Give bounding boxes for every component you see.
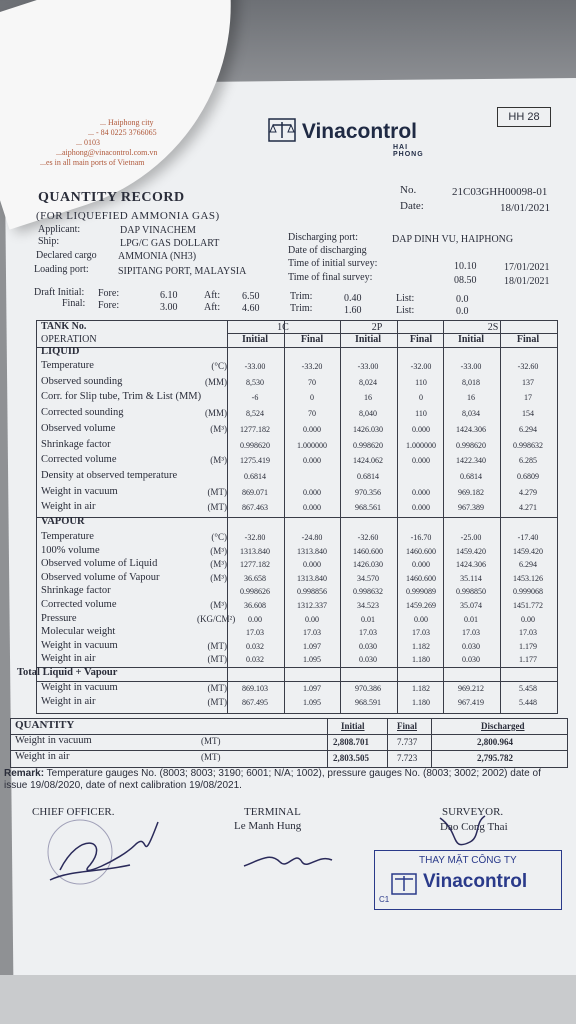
table-cell: 17.03 (359, 628, 377, 638)
remark-text: Temperature gauges No. (8003; 8003; 3190; 6001; N/A; 1002), pressure gauges No. (8003; 3002; 2002) date of issue 19/08/2020, date of next calibration 19/08/2021. (4, 768, 541, 791)
table-cell: 869.071 (242, 487, 268, 497)
table-cell: 969.212 (458, 684, 484, 693)
q-row-unit: (MT) (201, 752, 221, 762)
table-cell: 0.6814 (244, 471, 266, 481)
row-label: 100% volume (41, 544, 100, 556)
table-cell: 1453.126 (513, 573, 543, 583)
table-cell: 1.180 (412, 655, 430, 665)
table-cell: -32.60 (517, 362, 539, 371)
chief-officer-label: CHIEF OFFICER. (32, 806, 115, 818)
table-cell: 0.00 (305, 614, 319, 624)
col-initial: Initial (241, 334, 269, 345)
table-cell: 17.03 (462, 628, 480, 638)
table-cell: -32.00 (410, 362, 432, 371)
row-label: Corrected volume (41, 599, 117, 610)
table-cell: -6 (251, 393, 259, 403)
draft-initial-label: Draft Initial: (34, 287, 85, 298)
date-label: Date: (400, 200, 424, 212)
table-cell: 1460.600 (406, 573, 436, 583)
liquid-label: LIQUID (41, 346, 80, 357)
row-label: Weight in air (41, 653, 96, 665)
table-cell: 1313.840 (297, 573, 327, 583)
surveyor-name: Dao Cong Thai (440, 821, 508, 833)
table-cell: 1.182 (412, 684, 430, 693)
terminal-name: Le Manh Hung (234, 820, 302, 832)
table-cell: 0.030 (359, 655, 377, 665)
table-cell: 35.114 (460, 573, 482, 583)
terminal-label: TERMINAL (244, 806, 301, 818)
row-label: Weight in air (41, 501, 96, 513)
q-discharged: 2,800.964 (477, 737, 513, 747)
page-title: QUANTITY RECORD (38, 190, 185, 205)
discharging-value: DAP DINH VU, HAIPHONG (392, 234, 514, 245)
initial-survey-time: 10.10 (454, 261, 477, 272)
table-cell: -16.70 (410, 533, 432, 542)
row-unit: (MT) (207, 654, 227, 665)
table-cell: 1.097 (303, 684, 321, 693)
table-cell: 1459.269 (406, 601, 436, 610)
q-col-discharged: Discharged (481, 721, 525, 731)
no-value: 21C03GHH00098-01 (452, 186, 548, 198)
table-cell: 70 (308, 409, 316, 419)
row-label: Molecular weight (41, 626, 116, 638)
ship-value: LPG/C GAS DOLLART (120, 238, 220, 249)
date-discharging-label: Date of discharging (288, 245, 367, 256)
final-survey-label: Time of final survey: (288, 272, 373, 283)
table-cell: -24.80 (301, 533, 323, 542)
table-cell: 16 (467, 393, 475, 403)
fore-label: Fore: (98, 288, 120, 299)
table-cell: 36.608 (244, 601, 266, 610)
row-label: Observed volume (41, 422, 116, 434)
table-cell: 0.6814 (357, 471, 379, 481)
table-cell: 1.000000 (297, 440, 327, 450)
table-cell: 110 (415, 377, 427, 387)
table-cell: 970.386 (355, 684, 381, 693)
address-line: ...aiphong@vinacontrol.com.vn (56, 148, 158, 157)
q-initial: 2,808.701 (333, 737, 369, 747)
table-cell: 1.095 (303, 655, 321, 665)
table-cell: 1.182 (412, 641, 430, 651)
table-cell: 970.356 (355, 487, 381, 497)
row-unit: (M³) (210, 423, 227, 434)
table-cell: 0.998856 (297, 587, 327, 597)
remark (4, 768, 564, 792)
table-cell: 5.448 (519, 698, 537, 707)
row-label: Observed volume of Vapour (41, 571, 160, 583)
fore-final: 3.00 (160, 302, 178, 313)
operation-label: OPERATION (41, 334, 97, 345)
table-cell: 0 (310, 393, 314, 403)
table-cell: 0.000 (412, 456, 430, 466)
table-cell: 0.032 (246, 641, 264, 651)
aft-label: Aft: (204, 302, 221, 313)
row-label: Shrinkage factor (41, 585, 111, 597)
col-final: Final (516, 334, 540, 345)
table-cell: 0.000 (412, 424, 430, 434)
total-label: Total Liquid + Vapour (17, 667, 118, 678)
table-cell: 1312.337 (297, 601, 327, 610)
row-label: Temperature (41, 531, 94, 542)
row-label: Shrinkage factor (41, 438, 111, 450)
table-cell: 1313.840 (240, 546, 270, 556)
table-cell: 967.389 (458, 503, 484, 513)
table-cell: 1424.306 (456, 424, 486, 434)
row-unit: (M³) (210, 559, 227, 570)
list-label: List: (396, 305, 415, 316)
table-cell: 8,024 (359, 377, 377, 387)
aft-final: 4.60 (242, 303, 260, 314)
col-final: Final (409, 334, 433, 345)
q-final: 7.723 (397, 753, 418, 763)
table-cell: 0.998626 (240, 587, 270, 597)
col-initial: Initial (354, 334, 382, 345)
table-cell: 110 (415, 409, 427, 419)
row-label: Pressure (41, 612, 77, 624)
date-value: 18/01/2021 (500, 202, 551, 214)
table-cell: 35.074 (460, 601, 482, 610)
initial-survey-label: Time of initial survey: (288, 258, 378, 269)
stamp-top: THAY MẶT CÔNG TY (419, 855, 517, 866)
ship-label: Ship: (38, 236, 60, 247)
table-cell: 1277.182 (240, 560, 270, 570)
q-row-label: Weight in air (15, 751, 70, 762)
table-cell: 0.000 (303, 456, 321, 466)
fore-label: Fore: (98, 300, 120, 311)
q-col-initial: Initial (341, 721, 365, 731)
table-cell: 0.00 (248, 614, 262, 624)
table-cell: 0.998620 (456, 440, 486, 450)
table-cell: 0.999068 (513, 587, 543, 597)
scales-icon (391, 873, 417, 895)
trim-initial: 0.40 (344, 293, 362, 304)
table-cell: 0.000 (303, 487, 321, 497)
row-unit: (MT) (207, 502, 227, 513)
table-cell: 8,034 (462, 409, 480, 419)
table-cell: 1422.340 (456, 456, 486, 466)
table-cell: 1.179 (519, 641, 537, 651)
table-cell: 968.591 (355, 698, 381, 707)
table-cell: 1.177 (519, 655, 537, 665)
fore-initial: 6.10 (160, 290, 178, 301)
table-cell: 1277.182 (240, 424, 270, 434)
row-unit: (MT) (207, 683, 227, 693)
table-cell: 968.561 (355, 503, 381, 513)
table-cell: -17.40 (517, 533, 539, 542)
table-cell: 8,018 (462, 377, 480, 387)
list-final: 0.0 (456, 306, 469, 317)
q-final: 7.737 (397, 737, 418, 747)
applicant-label: Applicant: (38, 224, 81, 235)
table-cell: 70 (308, 377, 316, 387)
table-cell: 1459.420 (456, 546, 486, 556)
table-cell: 0.000 (303, 503, 321, 513)
tank-table (17, 320, 558, 714)
row-label: Temperature (41, 360, 94, 371)
table-cell: 0.000 (412, 487, 430, 497)
vapour-label: VAPOUR (41, 516, 85, 527)
address-line: ... - 84 0225 3766065 (88, 128, 157, 137)
final-survey-time: 08.50 (454, 275, 477, 286)
table-cell: -33.00 (244, 362, 266, 371)
q-discharged: 2,795.782 (477, 753, 513, 763)
table-cell: 0.998632 (513, 440, 543, 450)
brand-name: Vinacontrol (301, 120, 417, 143)
table-cell: 17.03 (412, 628, 430, 638)
table-cell: 0.998632 (353, 587, 383, 597)
row-label: Corrected sounding (41, 407, 124, 419)
q-initial: 2,803.505 (333, 753, 369, 763)
table-cell: 1424.306 (456, 560, 486, 570)
table-cell: 34.523 (357, 601, 379, 610)
table-cell: 0.6814 (460, 471, 482, 481)
remark-label: Remark: (4, 768, 45, 779)
row-unit: (M³) (210, 545, 227, 556)
row-label: Density at observed temperature (41, 469, 178, 481)
table-cell: 869.103 (242, 684, 268, 693)
row-unit: (MM) (205, 408, 227, 419)
trim-label: Trim: (290, 303, 313, 314)
row-label: Observed sounding (41, 375, 123, 387)
row-unit: (MT) (207, 640, 227, 651)
table-cell: 17.03 (519, 628, 537, 638)
surveyor-label: SURVEYOR. (442, 806, 504, 818)
table-cell: -33.00 (460, 362, 482, 371)
table-cell: 969.182 (458, 487, 484, 497)
table-cell: 0.00 (521, 614, 535, 624)
table-cell: 1.097 (303, 641, 321, 651)
table-cell: 0 (419, 393, 423, 403)
list-initial: 0.0 (456, 294, 469, 305)
table-cell: 8,530 (246, 377, 264, 387)
table-cell: 154 (522, 409, 534, 419)
brand-sub: HAI PHONG (393, 144, 424, 158)
table-cell: 6.294 (519, 424, 537, 434)
table-cell: 1460.600 (353, 546, 383, 556)
table-cell: 1.095 (303, 698, 321, 707)
table-cell: -32.60 (357, 533, 379, 542)
address-line: ...es in all main ports of Vietnam (40, 158, 145, 167)
table-cell: 1460.600 (406, 546, 436, 556)
row-unit: (M³) (210, 600, 227, 610)
table-cell: 1451.772 (513, 601, 543, 610)
stamp-brand: Vinacontrol (423, 871, 528, 892)
table-cell: 5.458 (519, 684, 537, 693)
table-cell: 867.495 (242, 698, 268, 707)
col-final: Final (300, 334, 324, 345)
q-row-label: Weight in vacuum (15, 735, 92, 746)
table-cell: 0.000 (303, 424, 321, 434)
cargo-label: Declared cargo (36, 250, 97, 261)
table-cell: 1426.030 (353, 424, 383, 434)
tank-no-label: TANK No. (41, 321, 87, 332)
table-cell: 867.463 (242, 503, 268, 513)
row-label: Observed volume of Liquid (41, 558, 158, 570)
row-label: Weight in air (41, 696, 96, 707)
table-cell: 0.01 (361, 614, 375, 624)
table-cell: 0.000 (303, 560, 321, 570)
address-line: ... Haiphong city (100, 118, 154, 127)
list-label: List: (396, 293, 415, 304)
trim-label: Trim: (290, 291, 313, 302)
terminal-signature (240, 842, 340, 872)
table-cell: 0.000 (412, 560, 430, 570)
table-cell: 0.998620 (240, 440, 270, 450)
table-cell: 0.030 (462, 641, 480, 651)
cargo-value: AMMONIA (NH3) (118, 251, 197, 262)
table-cell: -32.80 (244, 533, 266, 542)
table-cell: 1313.840 (297, 546, 327, 556)
table-cell: 1.180 (412, 698, 430, 707)
q-row-unit: (MT) (201, 736, 221, 746)
row-unit: (°C) (211, 361, 227, 371)
table-cell: 0.030 (359, 641, 377, 651)
applicant-value: DAP VINACHEM (120, 225, 196, 236)
address-block (40, 118, 157, 168)
row-label: Weight in vacuum (41, 639, 118, 651)
col-initial: Initial (457, 334, 485, 345)
final-survey-date: 18/01/2021 (504, 276, 550, 287)
table-cell: 0.6809 (517, 471, 539, 481)
row-unit: (°C) (211, 532, 227, 542)
address-line: ... 0103 (76, 138, 100, 147)
row-unit: (MT) (207, 697, 227, 707)
quantity-table (10, 718, 568, 768)
aft-label: Aft: (204, 290, 221, 301)
table-cell: 137 (522, 377, 534, 387)
table-cell: 4.279 (519, 487, 537, 497)
table-cell: 0.998850 (456, 587, 486, 597)
table-cell: -25.00 (460, 533, 482, 542)
table-cell: 1459.420 (513, 546, 543, 556)
company-stamp (374, 850, 562, 910)
hh-box: HH 28 (497, 107, 551, 127)
table-cell: 0.999089 (406, 587, 436, 597)
table-cell: 1424.062 (353, 456, 383, 466)
loading-value: SIPITANG PORT, MALAYSIA (118, 266, 247, 277)
chief-officer-signature (40, 810, 170, 890)
no-label: No. (400, 184, 417, 196)
row-label: Corrected volume (41, 454, 117, 466)
row-unit: (MT) (207, 486, 227, 497)
table-cell: 34.570 (357, 573, 379, 583)
draft-final-label: Final: (62, 298, 86, 309)
initial-survey-date: 17/01/2021 (504, 262, 550, 273)
tank-1c: 1C (277, 322, 289, 333)
discharging-label: Discharging port: (288, 232, 359, 243)
table-cell: 36.658 (244, 573, 266, 583)
row-unit: (M³) (210, 455, 227, 466)
table-cell: 0.030 (462, 655, 480, 665)
table-cell: 0.00 (414, 614, 428, 624)
table-cell: 17.03 (303, 628, 321, 638)
table-cell: 6.285 (519, 456, 537, 466)
brand-logo (268, 118, 424, 158)
row-unit: (MM) (205, 376, 227, 387)
quantity-label: QUANTITY (15, 719, 75, 731)
table-cell: 967.419 (458, 698, 484, 707)
table-cell: 0.998620 (353, 440, 383, 450)
tank-2p: 2P (371, 322, 383, 333)
table-cell: 8,524 (246, 409, 264, 419)
page-subtitle: (FOR LIQUEFIED AMMONIA GAS) (36, 210, 220, 222)
trim-final: 1.60 (344, 305, 362, 316)
table-cell: 17 (524, 393, 532, 403)
aft-initial: 6.50 (242, 291, 260, 302)
stamp-code: C1 (379, 895, 390, 904)
table-cell: 17.03 (246, 628, 264, 638)
table-cell: 8,040 (359, 409, 377, 419)
row-label: Corr. for Slip tube, Trim & List (MM) (41, 391, 202, 403)
q-col-final: Final (397, 721, 418, 731)
table-cell: 1426.030 (353, 560, 383, 570)
tank-2s: 2S (487, 322, 499, 333)
table-cell: 0.01 (464, 614, 478, 624)
row-unit: (KG/CM²) (197, 613, 236, 624)
table-cell: 0.000 (412, 503, 430, 513)
table-cell: 16 (364, 393, 372, 403)
row-unit: (M³) (210, 572, 227, 583)
table-cell: 1275.419 (240, 456, 270, 466)
table-cell: 6.294 (519, 560, 537, 570)
loading-label: Loading port: (34, 264, 89, 275)
table-cell: -33.20 (301, 362, 323, 371)
table-cell: 4.271 (519, 503, 537, 513)
table-cell: -33.00 (357, 362, 379, 371)
table-cell: 1.000000 (406, 440, 436, 450)
scales-icon (268, 118, 296, 142)
row-label: Weight in vacuum (41, 485, 118, 497)
table-cell: 0.032 (246, 655, 264, 665)
row-label: Weight in vacuum (41, 682, 118, 693)
